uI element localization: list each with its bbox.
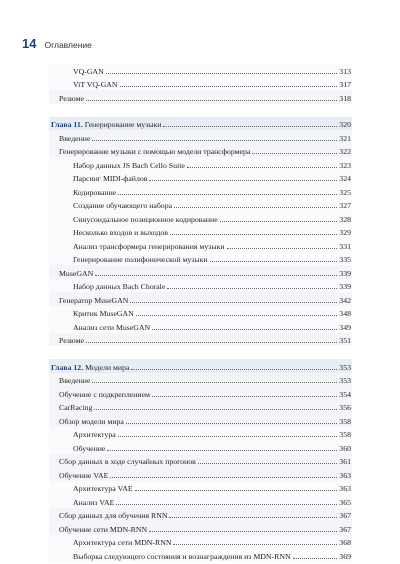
toc-entry[interactable] <box>49 225 352 239</box>
toc-entry-title <box>49 174 147 183</box>
toc-page-number: 363 <box>339 470 351 480</box>
toc-entry-title <box>49 269 93 278</box>
dot-leader <box>170 234 337 235</box>
toc-page-number: 318 <box>339 93 351 103</box>
toc-page-number: 322 <box>339 147 351 156</box>
dot-leader <box>149 180 337 181</box>
toc-entry-title <box>49 201 172 210</box>
toc-entry-text: Обучение <box>73 443 106 453</box>
toc-entry[interactable] <box>49 265 352 279</box>
dot-leader <box>135 490 338 491</box>
dot-leader <box>120 86 338 87</box>
toc-entry-title <box>49 242 225 251</box>
toc-page-number: 331 <box>339 241 351 251</box>
toc-entry-title <box>49 309 134 318</box>
page-header <box>22 36 92 51</box>
dot-leader <box>130 302 337 303</box>
toc-entry[interactable] <box>49 130 352 144</box>
toc-entry-text: Анализ VAE <box>73 497 115 507</box>
dot-leader <box>95 275 337 276</box>
dot-leader <box>94 409 337 410</box>
toc-page-number: 324 <box>339 174 351 183</box>
toc-entry-text: Выборка следующего состояния и вознаграждения из MDN-RNN <box>73 551 291 561</box>
toc-entry-title <box>49 430 116 439</box>
toc-page-number: 323 <box>339 160 351 170</box>
toc-entry-text: Обучение с подкреплением <box>59 389 150 399</box>
toc-page-number: 351 <box>339 336 351 345</box>
chapter-label: Глава 11. <box>51 120 83 129</box>
toc-entry-text: Модели мира <box>85 362 130 372</box>
toc-page-number: 353 <box>339 362 351 372</box>
toc-page-number: 325 <box>339 187 351 197</box>
toc-entry[interactable] <box>49 184 352 198</box>
toc-entry[interactable] <box>49 454 352 468</box>
dot-leader <box>167 288 337 289</box>
toc-entry[interactable] <box>49 400 352 414</box>
toc-entry-text: Анализ трансформера генерирования музыки <box>73 241 225 251</box>
dot-leader <box>163 126 337 127</box>
toc-page-number: 369 <box>339 551 351 561</box>
toc-page-number: 335 <box>339 255 351 264</box>
toc-entry-title <box>49 363 129 372</box>
toc-entry-title <box>49 538 171 547</box>
dot-leader <box>187 167 337 168</box>
toc-entry-title <box>49 376 90 385</box>
toc-page-number: 358 <box>339 430 351 439</box>
dot-leader <box>116 504 337 505</box>
chapter-label: Глава 12. <box>51 362 84 372</box>
toc-page-number: 358 <box>339 416 351 426</box>
page-number: 14 <box>22 36 37 51</box>
toc-entry-title <box>49 552 291 561</box>
toc-entry-text: Несколько входов и выходов <box>73 228 168 237</box>
toc-entry[interactable] <box>49 77 352 91</box>
toc-entry[interactable] <box>49 144 352 158</box>
toc-entry[interactable] <box>49 63 352 77</box>
toc-entry[interactable] <box>49 386 352 400</box>
toc-entry-text: Архитектура сети MDN-RNN <box>73 538 172 547</box>
dot-leader <box>118 436 338 437</box>
toc-entry[interactable] <box>49 333 352 347</box>
toc-entry-text: Резюме <box>59 336 84 345</box>
toc-page-number: 320 <box>339 120 351 129</box>
toc-page-number: 368 <box>339 538 351 547</box>
toc-entry[interactable] <box>49 238 352 252</box>
toc-page-number: 329 <box>339 228 351 237</box>
dot-leader <box>198 463 337 464</box>
toc-entry-title <box>49 215 218 224</box>
toc-entry-title <box>49 80 118 89</box>
block-gap <box>49 104 352 117</box>
toc-entry-text: Генератор MuseGAN <box>59 295 129 305</box>
toc-entry[interactable] <box>49 467 352 481</box>
toc-entry-text: ViT VQ-GAN <box>73 80 118 89</box>
dot-leader <box>126 423 337 424</box>
toc-entry-text: Кодирование <box>73 187 117 197</box>
toc-entry-text: Резюме <box>59 93 84 103</box>
dot-leader <box>149 531 337 532</box>
toc-entry-text: Сбор данных для обучения RNN <box>59 511 168 520</box>
dot-leader <box>107 450 337 451</box>
toc-entry-text: Архитектура VAE <box>73 484 133 493</box>
toc-entry[interactable] <box>49 252 352 266</box>
toc-entry-text: Обучение сети MDN-RNN <box>59 524 148 534</box>
toc-page-number: 361 <box>339 457 351 466</box>
toc-page-number: 360 <box>339 443 351 453</box>
toc-entry-title <box>49 134 90 143</box>
dot-leader <box>174 207 337 208</box>
toc-entry-title <box>49 296 128 305</box>
toc-page-number: 349 <box>339 322 351 332</box>
dot-leader <box>86 342 337 343</box>
toc-entry[interactable] <box>49 373 352 387</box>
toc-entry-text: Генерирование музыки <box>84 120 162 129</box>
toc-entry-title <box>49 498 114 507</box>
toc-entry-text: MuseGAN <box>59 268 94 278</box>
toc-entry-text: Сбор данных в ходе случайных прогонов <box>59 457 196 466</box>
dot-leader <box>92 140 337 141</box>
toc-entry[interactable] <box>49 171 352 185</box>
toc-page-number: 348 <box>339 309 351 318</box>
toc-entry[interactable] <box>49 494 352 508</box>
toc-entry-text: VQ-GAN <box>73 66 104 76</box>
toc-page-number: 321 <box>339 133 351 143</box>
dot-leader <box>152 329 337 330</box>
toc-page-number: 339 <box>339 282 351 291</box>
toc-entry-text: Архитектура <box>73 430 116 439</box>
toc-entry-title <box>49 228 168 237</box>
toc-entry-title <box>49 525 147 534</box>
toc-entry-text: Введение <box>59 376 91 385</box>
dot-leader <box>106 73 338 74</box>
toc-page-number: 342 <box>339 295 351 305</box>
toc-entry-text: CarRacing <box>59 403 93 412</box>
dot-leader <box>252 153 337 154</box>
toc-entry[interactable] <box>49 90 352 104</box>
toc-entry-title <box>49 336 84 345</box>
toc-entry[interactable] <box>49 535 352 549</box>
dot-leader <box>152 396 337 397</box>
toc-page-number: 367 <box>339 524 351 534</box>
toc-entry-title <box>49 255 208 264</box>
toc-entry-title <box>49 147 250 156</box>
toc-page-number: 354 <box>339 389 351 399</box>
toc-entry-title <box>49 323 150 332</box>
dot-leader <box>169 517 337 518</box>
toc-page-number: 313 <box>339 66 351 76</box>
dot-leader <box>227 248 338 249</box>
dot-leader <box>136 315 337 316</box>
toc-entry-text: Набор данных JS Bach Cello Suite <box>73 160 185 170</box>
toc-entry-title <box>49 471 108 480</box>
toc-entry[interactable] <box>49 157 352 171</box>
toc-entry[interactable] <box>49 211 352 225</box>
dot-leader <box>86 100 337 101</box>
dot-leader <box>220 221 338 222</box>
toc-entry-text: Обучение VAE <box>59 470 109 480</box>
toc-page-number: 363 <box>339 484 351 493</box>
toc-entry-title <box>49 484 133 493</box>
dot-leader <box>110 477 337 478</box>
toc-entry-text: Критик MuseGAN <box>73 309 134 318</box>
toc-entry[interactable] <box>49 319 352 333</box>
toc-entry-title <box>49 120 161 129</box>
toc-chapter-entry[interactable] <box>49 117 352 131</box>
dot-leader <box>210 261 338 262</box>
toc-entry[interactable] <box>49 440 352 454</box>
toc-entry-title <box>49 390 150 399</box>
toc-entry-title <box>49 161 185 170</box>
dot-leader <box>131 369 337 370</box>
toc-entry-title <box>49 457 196 466</box>
toc-entry-title <box>49 444 105 453</box>
toc-entry-title <box>49 67 104 76</box>
toc-page-number: 365 <box>339 497 351 507</box>
toc-page-number: 353 <box>339 376 351 385</box>
toc-entry-text: Синусоидальное позиционное кодирование <box>73 214 218 224</box>
toc-entry-text: Создание обучающего набора <box>73 201 173 210</box>
toc-entry[interactable] <box>49 198 352 212</box>
toc-entry-title <box>49 94 84 103</box>
toc-page-number: 356 <box>339 403 351 412</box>
toc-page-number: 367 <box>339 511 351 520</box>
toc-entry[interactable] <box>49 279 352 293</box>
toc-chapter-entry[interactable] <box>49 359 352 373</box>
toc-entry-text: Анализ сети MuseGAN <box>73 322 151 332</box>
toc-entry[interactable] <box>49 292 352 306</box>
dot-leader <box>92 382 337 383</box>
dot-leader <box>293 558 338 559</box>
toc-entry-text: Генерирование музыки с помощью модели трансформера <box>59 147 251 156</box>
toc-entry-text: Набор данных Bach Chorale <box>73 282 166 291</box>
toc-entry-text: Введение <box>59 133 91 143</box>
table-of-contents <box>49 63 352 562</box>
toc-page-number: 339 <box>339 268 351 278</box>
toc-entry[interactable] <box>49 413 352 427</box>
toc-page-number: 317 <box>339 80 351 89</box>
toc-entry-title <box>49 511 167 520</box>
toc-page-number: 327 <box>339 201 351 210</box>
toc-entry[interactable] <box>49 548 352 562</box>
toc-entry-text: Парсинг MIDI-файлов <box>73 174 148 183</box>
toc-entry-title <box>49 282 165 291</box>
toc-entry-title <box>49 188 116 197</box>
toc-entry-title <box>49 403 92 412</box>
toc-entry[interactable] <box>49 521 352 535</box>
dot-leader <box>173 544 337 545</box>
dot-leader <box>118 194 337 195</box>
block-gap <box>49 346 352 359</box>
toc-page-number: 328 <box>339 214 351 224</box>
toc-entry[interactable] <box>49 508 352 522</box>
toc-entry-text: Генерирование полифонической музыки <box>73 255 208 264</box>
toc-entry-text: Обзор модели мира <box>59 416 124 426</box>
toc-entry-title <box>49 417 124 426</box>
toc-entry[interactable] <box>49 427 352 441</box>
toc-entry[interactable] <box>49 481 352 495</box>
toc-entry[interactable] <box>49 306 352 320</box>
section-title: Оглавление <box>44 40 92 50</box>
